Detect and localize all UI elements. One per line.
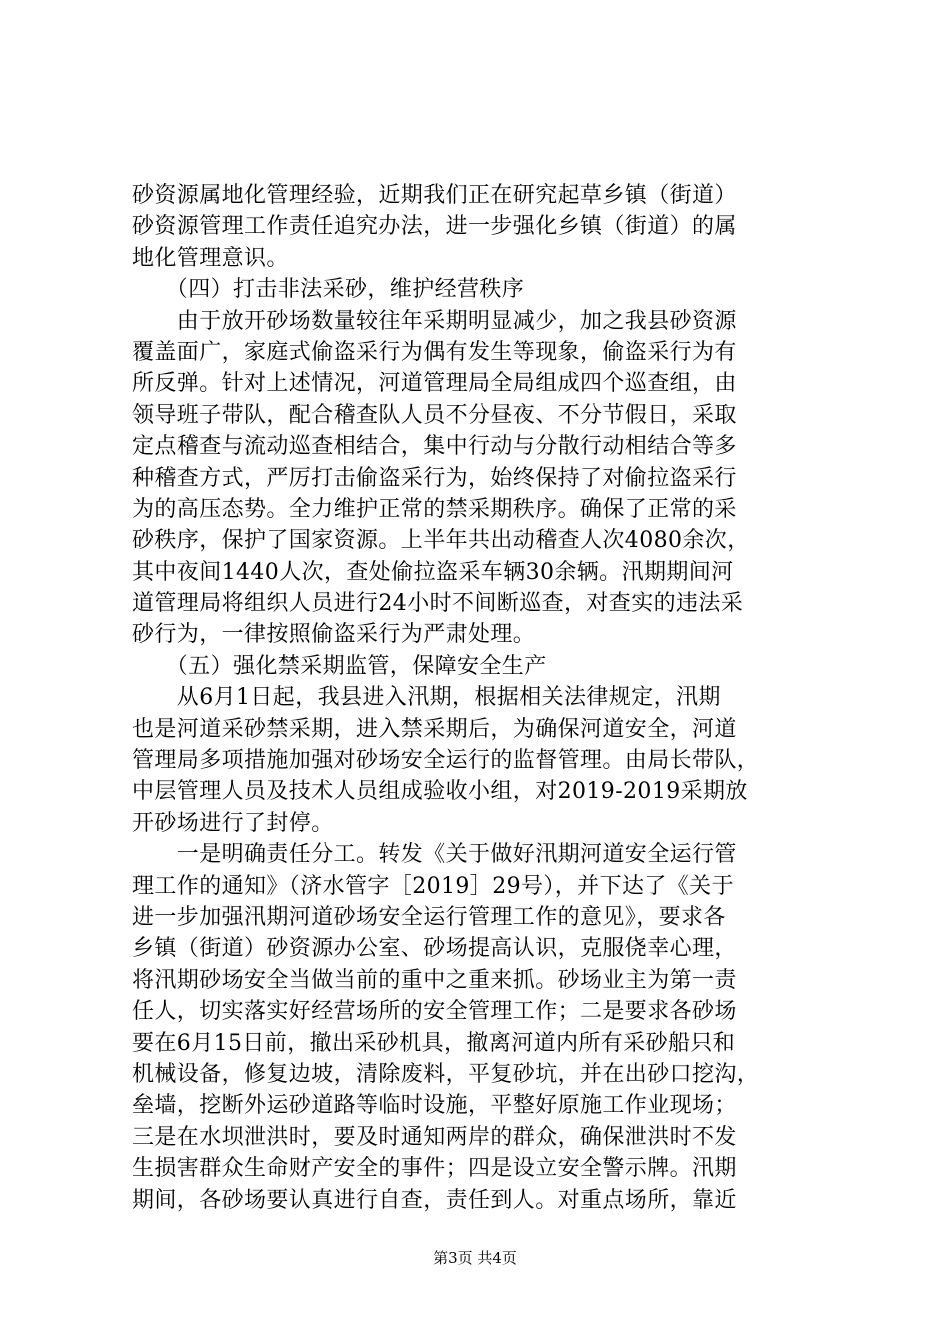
text-line: 种稽查方式，严厉打击偷盗采行为，始终保持了对偷拉盗采行	[132, 465, 737, 491]
text-line: 期间，各砂场要认真进行自查，责任到人。对重点场所，靠近	[132, 1187, 737, 1213]
text-line: 生损害群众生命财产安全的事件；四是设立安全警示牌。汛期	[132, 1156, 737, 1182]
text-line: 也是河道采砂禁采期，进入禁采期后，为确保河道安全，河道	[132, 716, 737, 742]
text-line: 机械设备，修复边坡，清除废料，平复砂坑，并在出砂口挖沟，	[132, 1061, 760, 1087]
text-line: 将汛期砂场安全当做当前的重中之重来抓。砂场业主为第一责	[132, 967, 737, 993]
page-number-label: 第3页 共4页	[433, 1249, 517, 1267]
text-line: 其中夜间1440人次，查处偷拉盗采车辆30余辆。汛期期间河	[132, 559, 734, 585]
text-line: 理工作的通知》（济水管字［2019］29号），并下达了《关于	[132, 873, 734, 899]
section-heading: （四）打击非法采砂，维护经营秩序	[132, 277, 525, 303]
text-line: 覆盖面广，家庭式偷盗采行为偶有发生等现象，偷盗采行为有	[132, 339, 737, 365]
text-line: 砂资源属地化管理经验，近期我们正在研究起草乡镇（街道）	[132, 183, 737, 208]
text-line: 开砂场进行了封停。	[132, 810, 334, 836]
text-line: 为的高压态势。全力维护正常的禁采期秩序。确保了正常的采	[132, 496, 737, 522]
text-line: 要在6月15日前，撤出采砂机具，撤离河道内所有采砂船只和	[132, 1030, 736, 1056]
text-line: 砂秩序，保护了国家资源。上半年共出动稽查人次4080余次，	[132, 528, 750, 554]
text-line: 砂行为，一律按照偷盗采行为严肃处理。	[132, 622, 536, 648]
text-line: 领导班子带队，配合稽查队人员不分昼夜、不分节假日，采取	[132, 402, 737, 428]
text-line: 三是在水坝泄洪时，要及时通知两岸的群众，确保泄洪时不发	[132, 1124, 737, 1150]
text-line: 道管理局将组织人员进行24小时不间断巡查，对查实的违法采	[132, 591, 744, 617]
text-line: 所反弹。针对上述情况，河道管理局全局组成四个巡查组，由	[132, 371, 737, 397]
text-line: 从6月1日起，我县进入汛期，根据相关法律规定，汛期	[132, 685, 721, 711]
text-line: 砂资源管理工作责任追究办法，进一步强化乡镇（街道）的属	[132, 214, 737, 240]
text-line: 定点稽查与流动巡查相结合，集中行动与分散行动相结合等多	[132, 434, 737, 460]
text-line: 任人，切实落实好经营场所的安全管理工作；二是要求各砂场	[132, 999, 737, 1025]
text-line: 乡镇（街道）砂资源办公室、砂场提高认识，克服侥幸心理，	[132, 936, 737, 962]
text-line: 一是明确责任分工。转发《关于做好汛期河道安全运行管	[132, 842, 737, 868]
section-heading: （五）强化禁采期监管，保障安全生产	[132, 653, 547, 679]
text-line: 由于放开砂场数量较往年采期明显减少，加之我县砂资源	[132, 308, 737, 334]
text-line: 进一步加强汛期河道砂场安全运行管理工作的意见》，要求各	[132, 904, 726, 930]
text-line: 管理局多项措施加强对砂场安全运行的监督管理。由局长带队，	[132, 748, 760, 774]
text-line: 地化管理意识。	[132, 245, 289, 271]
document-body	[132, 180, 832, 1216]
page-footer	[0, 1248, 950, 1268]
text-line: 垒墙，挖断外运砂道路等临时设施，平整好原施工作业现场；	[132, 1093, 737, 1119]
text-line: 中层管理人员及技术人员组成验收小组，对2019-2019采期放	[132, 779, 748, 805]
